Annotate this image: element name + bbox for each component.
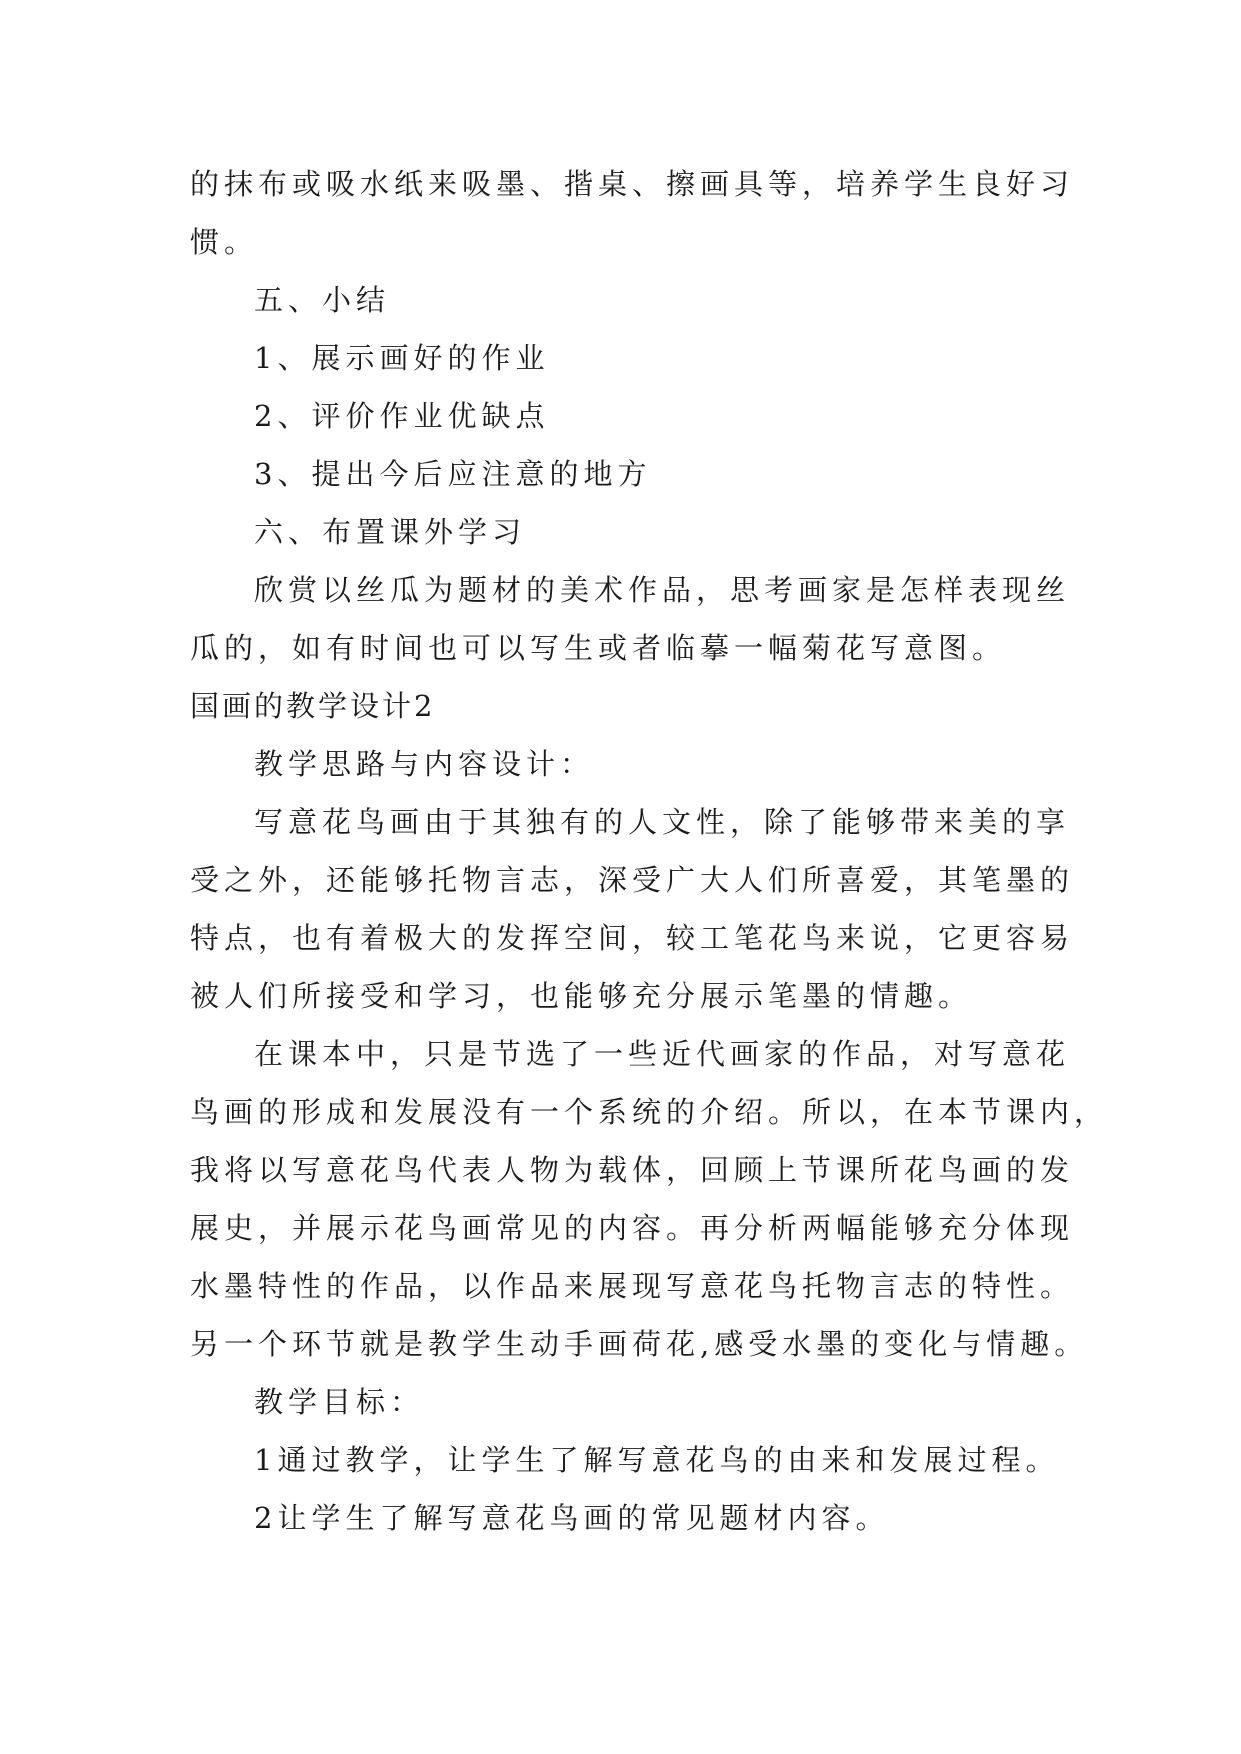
- list-item: 2让学生了解写意花鸟画的常见题材内容。: [254, 1501, 890, 1535]
- document-title: 国画的教学设计2: [190, 689, 436, 723]
- paragraph-line: 我将以写意花鸟代表人物为载体，回顾上节课所花鸟画的发: [190, 1153, 1075, 1187]
- section-heading-summary: 五、小结: [254, 283, 391, 317]
- paragraph-line: 在课本中，只是节选了一些近代画家的作品，对写意花: [254, 1037, 1071, 1071]
- paragraph-line: 被人们所接受和学习，也能够充分展示笔墨的情趣。: [190, 979, 973, 1013]
- paragraph-line: 特点，也有着极大的发挥空间，较工笔花鸟来说，它更容易: [190, 921, 1075, 955]
- document-body: [190, 155, 1109, 1547]
- paragraph-line: 鸟画的形成和发展没有一个系统的介绍。所以，在本节课内，: [190, 1095, 1109, 1129]
- paragraph-line: 瓜的，如有时间也可以写生或者临摹一幅菊花写意图。: [190, 631, 1007, 665]
- paragraph-line: 展史，并展示花鸟画常见的内容。再分析两幅能够充分体现: [190, 1211, 1075, 1245]
- paragraph-line: 受之外，还能够托物言志，深受广大人们所喜爱，其笔墨的: [190, 863, 1075, 897]
- paragraph-line: 写意花鸟画由于其独有的人文性，除了能够带来美的享: [254, 805, 1071, 839]
- paragraph-line: 水墨特性的作品，以作品来展现写意花鸟托物言志的特性。: [190, 1269, 1075, 1303]
- list-item: 3、提出今后应注意的地方: [254, 457, 652, 491]
- paragraph-line: 欣赏以丝瓜为题材的美术作品，思考画家是怎样表现丝: [254, 573, 1071, 607]
- list-item: 1通过教学，让学生了解写意花鸟的由来和发展过程。: [254, 1443, 1060, 1477]
- paragraph-line: 的抹布或吸水纸来吸墨、揩桌、擦画具等，培养学生良好习: [190, 167, 1075, 201]
- section-heading-homework: 六、布置课外学习: [254, 515, 527, 549]
- section-heading-objectives: 教学目标：: [254, 1385, 425, 1419]
- list-item: 1、展示画好的作业: [254, 341, 550, 375]
- section-heading-design: 教学思路与内容设计：: [254, 747, 595, 781]
- list-item: 2、评价作业优缺点: [254, 399, 550, 433]
- paragraph-line: 惯。: [190, 225, 259, 259]
- paragraph-line: 另一个环节就是教学生动手画荷花,感受水墨的变化与情趣。: [190, 1327, 1089, 1361]
